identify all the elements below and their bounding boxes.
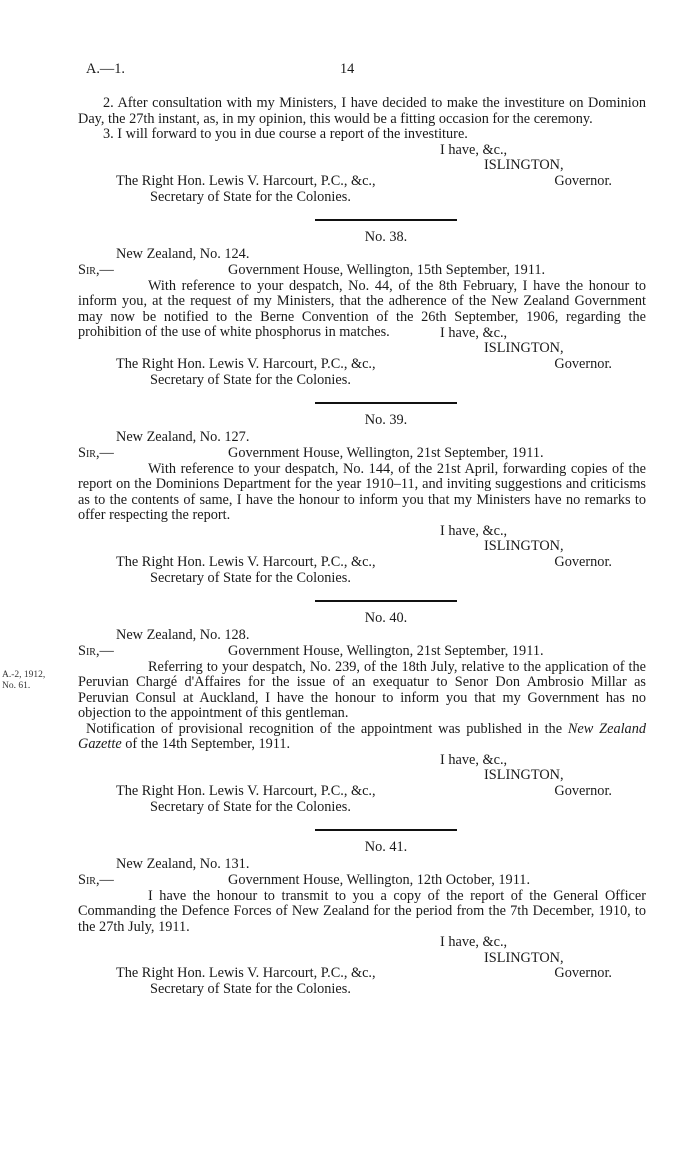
addressee-line — [78, 174, 646, 190]
dispatch-body: With reference to your despatch, No. 144, of the 21st April, forwarding copies of the report on the Dominions Department for the year 1910–11, and inviting suggestions and criticisms as to the contents of same, I have the honour to inform you that my Ministers have no remarks to offer respecting the report. — [78, 460, 646, 523]
paragraph-3: 3. I will forward to you in due course a report of the investiture. — [103, 126, 468, 142]
salutation: Sir,— — [78, 444, 114, 461]
document-body — [2, 95, 647, 998]
addressee: The Right Hon. Lewis V. Harcourt, P.C., &c., — [116, 355, 376, 372]
gazette-note — [78, 722, 646, 753]
dispatch-body: With reference to your despatch, No. 44, of the 8th February, I have the honour to inform you, at the request of my Ministers, that the adherence of the New Zealand Government may now be notified to the Berne Convention of the 26th September, 1906, regarding the prohibition of the use of white phosphorus in matches. — [78, 277, 646, 340]
addressee-line — [78, 555, 646, 571]
margin-reference — [2, 670, 45, 692]
addressee-line — [78, 357, 646, 373]
governor-title: Governor. — [554, 553, 612, 570]
note-pre: Notification of provisional recognition of the appointment was published in the — [86, 720, 568, 737]
nz-reference: New Zealand, No. 124. — [116, 246, 250, 262]
gazette-title: New Zealand Gazette — [78, 720, 647, 752]
signature: ISLINGTON, — [484, 538, 564, 554]
dispatch-body: Referring to your despatch, No. 239, of the 18th July, relative to the application of the Peruvian Chargé d'Affaires for the issue of an exequatur to Senor Don Ambrosio Millar as Peruvian Consul at Auckland, I have the honour to inform you that my Government has no objection to the appointment of this gentleman. — [78, 658, 646, 721]
salutation-line — [78, 263, 646, 279]
closing: I have, &c., — [440, 522, 508, 539]
governor-title: Governor. — [554, 965, 612, 981]
salutation-line — [78, 873, 646, 889]
signature: ISLINGTON, — [484, 767, 564, 783]
margin-ref-line-2: No. 61. — [2, 681, 31, 691]
page-header — [86, 62, 646, 78]
dispatch-number: No. 40. — [364, 610, 408, 626]
salutation-line — [78, 644, 646, 660]
closing: I have, &c., — [440, 141, 508, 158]
location-date: Government House, Wellington, 21st September, 1911. — [228, 444, 544, 461]
location-date: Government House, Wellington, 12th October, 1911. — [228, 871, 531, 888]
divider-rule — [315, 402, 457, 404]
governor-title: Governor. — [554, 172, 612, 189]
addressee: The Right Hon. Lewis V. Harcourt, P.C., &c., — [116, 782, 376, 799]
salutation: Sir,— — [78, 261, 114, 278]
office: Secretary of State for the Colonies. — [150, 981, 351, 997]
dispatch-41 — [78, 829, 646, 998]
location-date: Government House, Wellington, 15th September, 1911. — [228, 261, 546, 278]
salutation: Sir,— — [78, 642, 114, 659]
dispatch-39 — [78, 402, 646, 586]
salutation-line — [78, 446, 646, 462]
divider-rule — [315, 600, 457, 602]
addressee: The Right Hon. Lewis V. Harcourt, P.C., &c., — [116, 172, 376, 189]
office: Secretary of State for the Colonies. — [150, 569, 351, 586]
note-post: of the 14th September, 1911. — [121, 736, 291, 752]
dispatch-number: No. 38. — [364, 229, 408, 245]
nz-reference: New Zealand, No. 131. — [116, 856, 250, 872]
dispatch-40 — [2, 600, 647, 815]
addressee: The Right Hon. Lewis V. Harcourt, P.C., &c., — [116, 553, 376, 570]
paragraph-2: 2. After consultation with my Ministers, I have decided to make the investiture on Dominion Day, the 27th instant, as, in my opinion, this would be a fitting occasion for the ceremony. — [78, 95, 646, 127]
nz-reference: New Zealand, No. 128. — [116, 627, 250, 643]
signature: ISLINGTON, — [484, 949, 564, 966]
salutation: Sir,— — [78, 871, 114, 888]
closing: I have, &c., — [440, 751, 508, 768]
addressee-line — [78, 784, 646, 800]
signature: ISLINGTON, — [484, 340, 564, 356]
divider-rule — [315, 829, 457, 831]
governor-title: Governor. — [554, 782, 612, 799]
office: Secretary of State for the Colonies. — [150, 371, 351, 388]
dispatch-body: I have the honour to transmit to you a copy of the report of the General Officer Commanding the Defence Forces of New Zealand for the period from the 7th December, 1910, to the 27th July, 1911. — [78, 887, 646, 935]
document-reference: A.—1. — [86, 61, 125, 77]
office: Secretary of State for the Colonies. — [150, 798, 351, 815]
addressee-line — [78, 966, 646, 982]
page-number: 14 — [340, 61, 355, 77]
office: Secretary of State for the Colonies. — [150, 188, 351, 205]
nz-reference: New Zealand, No. 127. — [116, 429, 250, 445]
addressee: The Right Hon. Lewis V. Harcourt, P.C., &c., — [116, 965, 376, 981]
margin-ref-line-1: A.-2, 1912, — [2, 670, 46, 680]
closing: I have, &c., — [440, 934, 508, 950]
signature: ISLINGTON, — [484, 157, 564, 173]
location-date: Government House, Wellington, 21st September, 1911. — [228, 642, 544, 659]
continued-dispatch — [78, 96, 646, 205]
dispatch-number: No. 39. — [364, 412, 408, 428]
governor-title: Governor. — [554, 355, 612, 372]
divider-rule — [315, 219, 457, 221]
dispatch-number: No. 41. — [364, 839, 408, 855]
closing: I have, &c., — [440, 324, 508, 341]
dispatch-38 — [78, 219, 646, 388]
